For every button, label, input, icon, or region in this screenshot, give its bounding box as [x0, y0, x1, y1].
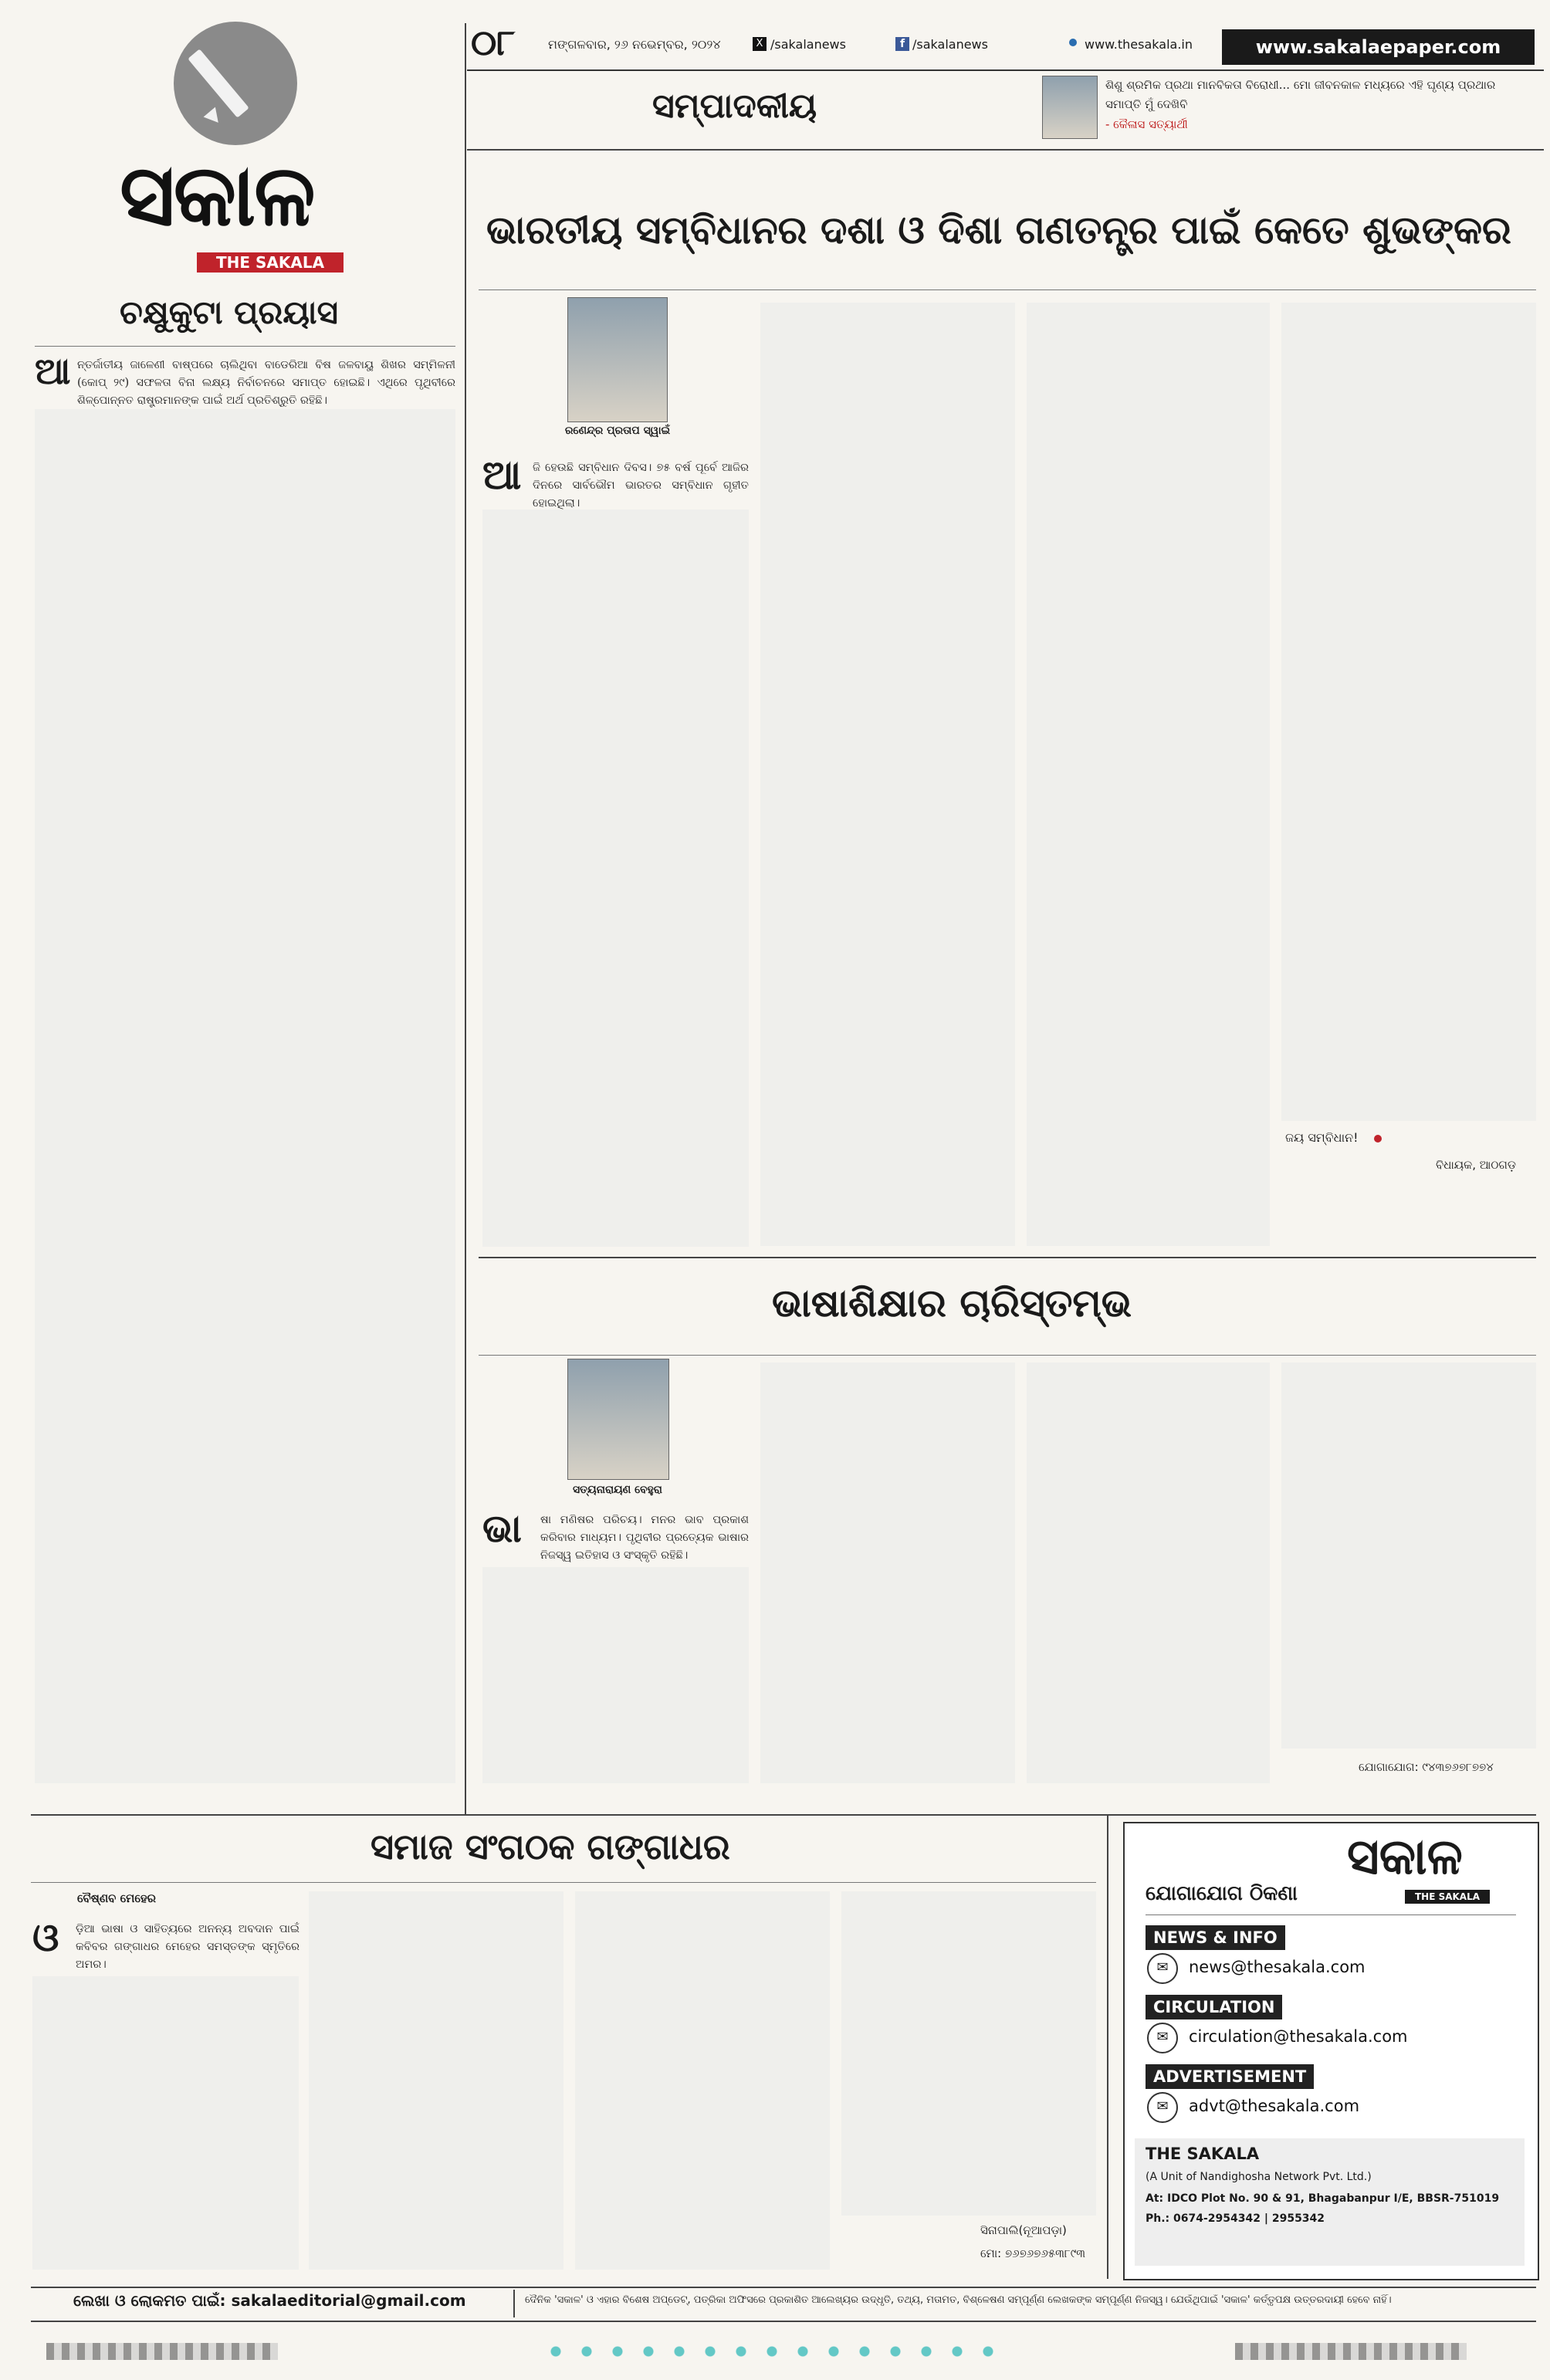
registration-dots: [540, 2344, 1003, 2359]
epaper-link[interactable]: www.sakalaepaper.com: [1222, 29, 1535, 65]
end-mark: [1374, 1135, 1382, 1143]
editorial-ending: ଜୟ ସମ୍ବିଧାନ!: [1285, 1130, 1359, 1145]
footer-right: ଦୈନିକ 'ସକାଳ' ଓ ଏହାର ବିଶେଷ ଅପ୍‌ଡେଟ୍, ପତ୍ରିକା ଅଫିସରେ ପ୍ରକାଶିତ ଆଲେଖ୍ୟର ଉଦ୍ଧୃତି, ତଥ୍ୟ, ମତାମତ, ବିଶ୍ଳେଷଣ ସମ୍ପୂର୍ଣ୍ଣ ଲେଖକଙ୍କ ସମ୍ପୂର୍ଣ୍ଣ ନିଜସ୍ୱ। ଯେଉଁଥିପାଇଁ 'ସକାଳ' କର୍ତ୍ତୃପକ୍ଷ ଉତ୍ତରଦାୟୀ ହେବେ ନାହିଁ।: [525, 2294, 1392, 2306]
article2-headline: ଭାଷାଶିକ୍ଷାର ଚାରିସ୍ତମ୍ଭ: [772, 1280, 1132, 1325]
facebook-icon[interactable]: f: [895, 37, 909, 51]
left-col-text-block: [35, 409, 455, 1783]
editorial-author: ରଣେନ୍ଦ୍ର ପ୍ରତାପ ସ୍ୱାଇଁ: [564, 425, 671, 437]
article2-body: ଷା ମଣିଷର ପରିଚୟ। ମନର ଭାବ ପ୍ରକାଶ କରିବାର ମାଧ୍ୟମ। ପୃଥିବୀର ପ୍ରତ୍ୟେକ ଭାଷାର ନିଜସ୍ୱ ଇତିହାସ ଓ ସଂସ୍କୃତି ରହିଛି।: [540, 1514, 749, 1562]
editorial-col-3: [1027, 303, 1270, 1246]
page-number: ୦୮: [471, 22, 516, 63]
publisher-name: THE SAKALA: [1146, 2145, 1260, 2163]
editorial-byline-end: ବିଧାୟକ, ଆଠଗଡ଼: [1436, 1158, 1516, 1172]
mail-icon: ✉: [1147, 2023, 1178, 2053]
publisher-address: At: IDCO Plot No. 90 & 91, Bhagabanpur I/E, BBSR-751019: [1146, 2192, 1500, 2205]
advert-label: ADVERTISEMENT: [1146, 2064, 1314, 2089]
left-col-body: ନ୍ତର୍ଜାତୀୟ ଜାଳେଣୀ ବାଷ୍ପରେ ଚାଲିଥିବା ବାଡେରିଆ ବିଷ ଜଳବାୟୁ ଶିଖର ସମ୍ମିଳନୀ (କୋପ୍ ୨୯) ସଫଳତା ବିନା ଲକ୍ଷ୍ୟ ନିର୍ବାଚନରେ ସମାପ୍ତ ହୋଇଛି। ଏଥିରେ ପୃଥିବୀରେ ଶିଳ୍ପୋନ୍ନତ ରାଷ୍ଟ୍ରମାନଙ୍କ ପାଇଁ ଅର୍ଥ ପ୍ରତିଶ୍ରୁତି ରହିଛି।: [77, 359, 455, 407]
registration-strip: [1235, 2343, 1467, 2360]
article2-author-photo: [567, 1359, 669, 1480]
article2-phone: ଯୋଗାଯୋଗ: ୯୪୩୭୬୭୮୭୭୪: [1359, 1760, 1494, 1774]
pen-icon: [174, 22, 297, 145]
circulation-label: CIRCULATION: [1146, 1995, 1282, 2019]
article3-phone: ମୋ: ୭୬୭୬୭୬୫୩୮୯୩: [980, 2246, 1086, 2260]
contact-logo: ସକାଳ: [1347, 1828, 1463, 1886]
globe-icon: [1069, 39, 1077, 46]
article2-author: ସତ୍ୟନାରାୟଣ ବେହୁରା: [573, 1484, 662, 1496]
editorial-body: ଜି ହେଉଛି ସମ୍ବିଧାନ ଦିବସ। ୭୫ ବର୍ଷ ପୂର୍ବେ ଆଜିର ଦିନରେ ସାର୍ବଭୌମ ଭାରତର ସମ୍ବିଧାନ ଗୃହୀତ ହୋଇଥିଲା।: [533, 462, 749, 510]
left-col-title: ଚକ୍ଷୁକୁଟା ପ୍ରୟାସ: [120, 293, 339, 331]
publisher-sub: (A Unit of Nandighosha Network Pvt. Ltd.): [1146, 2171, 1372, 2183]
quote-text: ଶିଶୁ ଶ୍ରମିକ ପ୍ରଥା ମାନବିକତା ବିରୋଧୀ... ମୋ ଜୀବନକାଳ ମଧ୍ୟରେ ଏହି ଘୃଣ୍ୟ ପ୍ରଥାର ସମାପ୍ତି ମୁଁ ଦେଖିବି: [1105, 78, 1496, 111]
article3-col-3: [575, 1891, 830, 2270]
x-icon[interactable]: X: [753, 37, 767, 51]
facebook-handle[interactable]: /sakalanews: [912, 37, 988, 52]
publisher-phones: Ph.: 0674-2954342 | 2955342: [1146, 2212, 1325, 2225]
news-label: NEWS & INFO: [1146, 1925, 1285, 1950]
website-link[interactable]: www.thesakala.in: [1085, 37, 1193, 52]
footer-left: ଲେଖା ଓ ଲୋକମତ ପାଇଁ: sakalaeditorial@gmail.com: [73, 2291, 466, 2310]
contact-heading: ଯୋଗାଯୋଗ ଠିକଣା: [1146, 1882, 1298, 1905]
contact-logo-sub: THE SAKALA: [1405, 1890, 1490, 1904]
editorial-col-2: [760, 303, 1015, 1246]
article2-col-2: [760, 1363, 1015, 1783]
article3-col-2: [309, 1891, 563, 2270]
masthead-sub: THE SAKALA: [197, 252, 344, 273]
article3-author: ବୈଷ୍ଣବ ମେହେର: [77, 1891, 156, 1905]
editorial-headline: ଭାରତୀୟ ସମ୍ବିଧାନର ଦଶା ଓ ଦିଶା ଗଣତନ୍ତ୍ର ପାଇଁ କେତେ ଶୁଭଙ୍କର: [486, 207, 1511, 252]
date: ମଙ୍ଗଳବାର, ୨୬ ନଭେମ୍ବର, ୨୦୨୪: [548, 37, 721, 52]
news-email[interactable]: news@thesakala.com: [1189, 1958, 1366, 1976]
x-handle[interactable]: /sakalanews: [770, 37, 846, 52]
quote-author: - କୈଳାସ ସତ୍ୟାର୍ଥୀ: [1105, 117, 1188, 131]
article3-lead: ଓ: [32, 1914, 59, 1960]
left-col-lead: ଆ: [35, 350, 71, 393]
editorial-lead: ଆ: [482, 452, 522, 499]
editorial-col-1: [482, 510, 749, 1247]
circulation-email[interactable]: circulation@thesakala.com: [1189, 2027, 1408, 2046]
mail-icon: ✉: [1147, 2092, 1178, 2123]
quote-author-photo: [1042, 76, 1098, 139]
article3-signoff: ସିନାପାଲି(ନୂଆପଡ଼ା): [980, 2223, 1067, 2237]
article2-col-4: [1281, 1363, 1536, 1749]
article3-col-1: [32, 1976, 299, 2270]
article3-col-4: [841, 1891, 1096, 2216]
article2-col-3: [1027, 1363, 1270, 1783]
masthead-logo: ସକାଳ: [120, 145, 314, 245]
registration-strip: [46, 2343, 278, 2360]
mail-icon: ✉: [1147, 1953, 1178, 1984]
article2-col-1: [482, 1567, 749, 1783]
section-title: ସମ୍ପାଦକୀୟ: [652, 86, 817, 126]
article3-headline: ସମାଜ ସଂଗଠକ ଗଙ୍ଗାଧର: [371, 1826, 730, 1867]
editorial-author-photo: [567, 297, 668, 422]
article3-body: ଡ଼ିଆ ଭାଷା ଓ ସାହିତ୍ୟରେ ଅନନ୍ୟ ଅବଦାନ ପାଇଁ କବିବର ଗଙ୍ଗାଧର ମେହେର ସମସ୍ତଙ୍କ ସ୍ମୃତିରେ ଅମର।: [76, 1923, 300, 1971]
article2-lead: ଭା: [482, 1505, 522, 1551]
advert-email[interactable]: advt@thesakala.com: [1189, 2097, 1360, 2115]
editorial-col-4: [1281, 303, 1536, 1121]
